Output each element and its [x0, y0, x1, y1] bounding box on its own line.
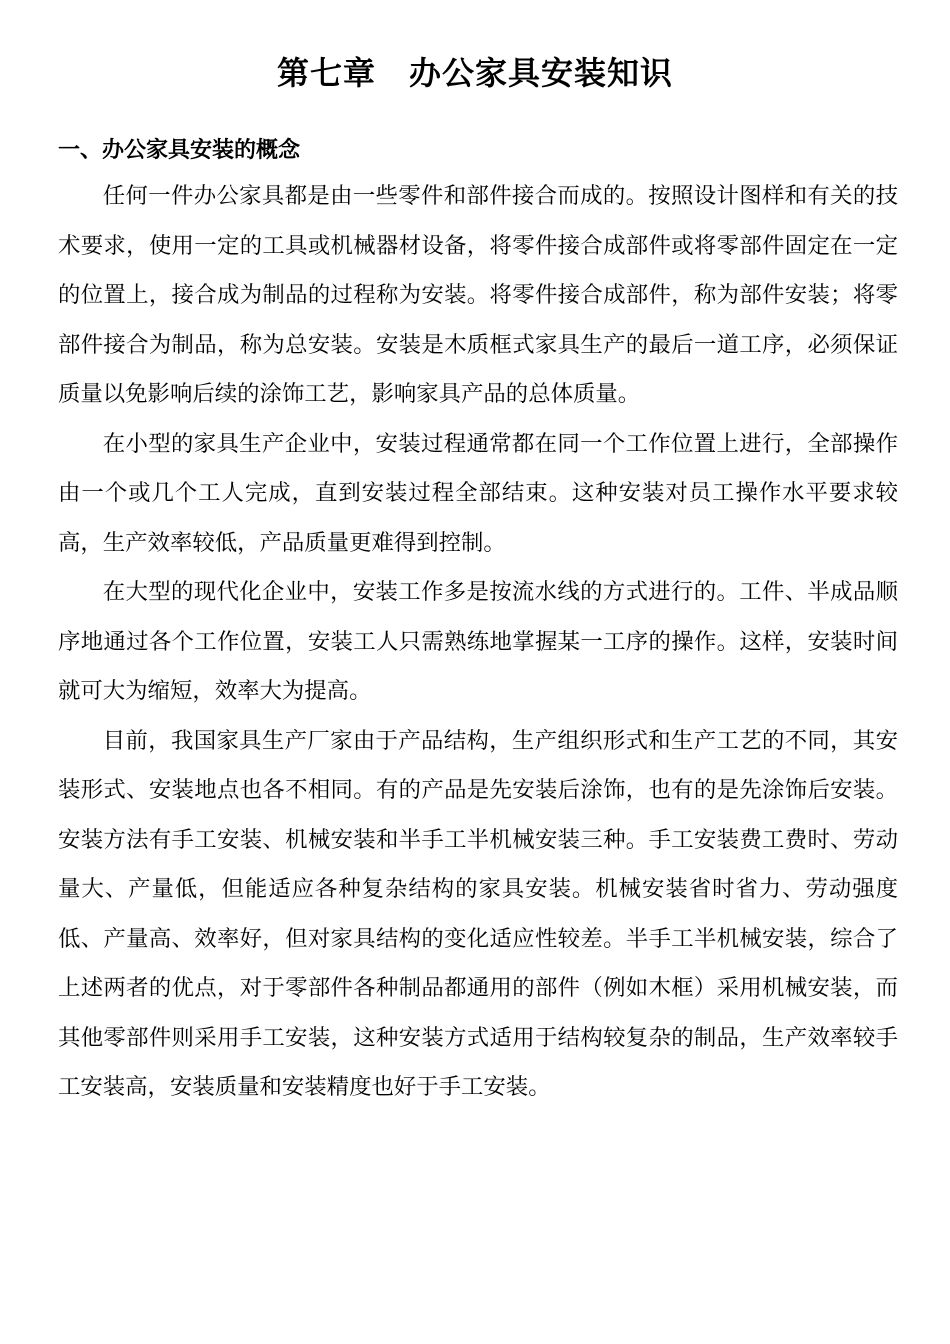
paragraph-2: 在小型的家具生产企业中，安装过程通常都在同一个工作位置上进行，全部操作由一个或几个工人完成，直到安装过程全部结束。这种安装对员工操作水平要求较高，生产效率较低，产品质量更难得到控制。 [58, 430, 898, 556]
section-heading: 一、办公家具安装的概念 [58, 138, 301, 164]
paragraph-4: 目前，我国家具生产厂家由于产品结构，生产组织形式和生产工艺的不同，其安装形式、安装地点也各不相同。有的产品是先安装后涂饰，也有的是先涂饰后安装。安装方法有手工安装、机械安装和半手工半机械安装三种。手工安装费工费时、劳动量大、产量低，但能适应各种复杂结构的家具安装。机械安装省时省力、劳动强度低、产量高、效率好，但对家具结构的变化适应性较差。半手工半机械安装，综合了上述两者的优点，对于零部件各种制品都通用的部件（例如木框）采用机械安装，而其他零部件则采用手工安装，这种安装方式适用于结构较复杂的制品，生产效率较手工安装高，安装质量和安装精度也好于手工安装。 [58, 727, 898, 1100]
paragraph-3: 在大型的现代化企业中，安装工作多是按流水线的方式进行的。工件、半成品顺序地通过各个工作位置，安装工人只需熟练地掌握某一工序的操作。这样，安装时间就可大为缩短，效率大为提高。 [58, 579, 898, 704]
paragraph-1: 任何一件办公家具都是由一些零件和部件接合而成的。按照设计图样和有关的技术要求，使用一定的工具或机械器材设备，将零件接合成部件或将零部件固定在一定的位置上，接合成为制品的过程称为安装。将零件接合成部件，称为部件安装；将零部件接合为制品，称为总安装。安装是木质框式家具生产的最后一道工序，必须保证质量以免影响后续的涂饰工艺，影响家具产品的总体质量。 [58, 183, 898, 407]
body-text [58, 172, 898, 1113]
chapter-title: 第七章 办公家具安装知识 [276, 54, 673, 93]
